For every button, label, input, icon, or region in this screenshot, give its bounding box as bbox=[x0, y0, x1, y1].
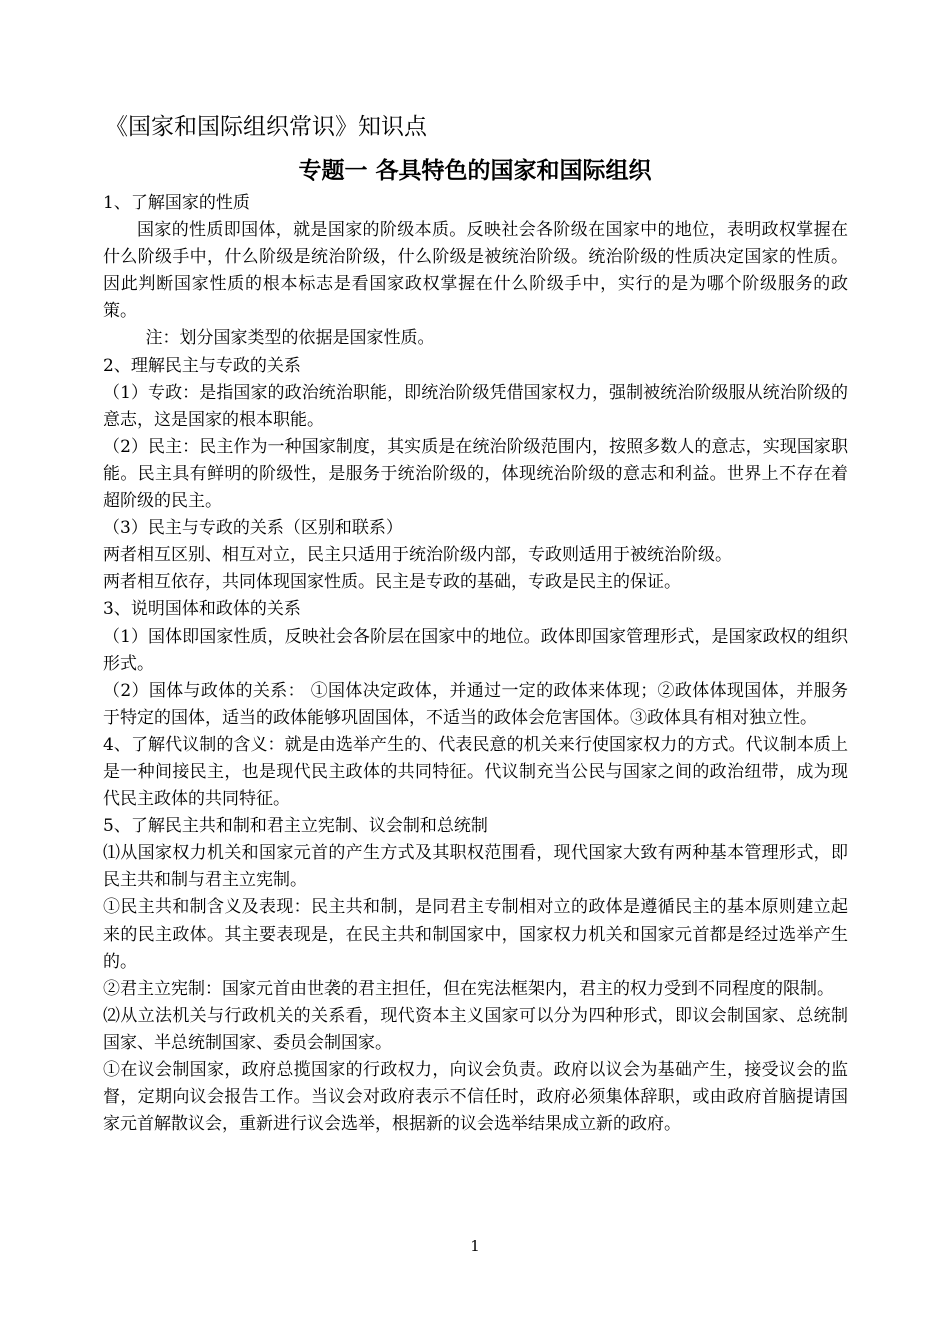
paragraph: （1）专政：是指国家的政治统治职能，即统治阶级凭借国家权力，强制被统治阶级服从统治阶级的意志，这是国家的根本职能。 bbox=[103, 382, 848, 430]
page-number: 1 bbox=[470, 1237, 480, 1255]
paragraph: 5、了解民主共和制和君主立宪制、议会制和总统制 bbox=[103, 816, 488, 837]
paragraph: （1）国体即国家性质，反映社会各阶层在国家中的地位。政体即国家管理形式，是国家政权的组织形式。 bbox=[103, 626, 848, 674]
document-title: 《国家和国际组织常识》知识点 bbox=[105, 114, 427, 140]
paragraph: （2）国体与政体的关系： ①国体决定政体，并通过一定的政体来体现；②政体体现国体，并服务于特定的国体，适当的政体能够巩固国体，不适当的政体会危害国体。③政体具有相对独立性。 bbox=[103, 680, 848, 728]
paragraph: 国家的性质即国体，就是国家的阶级本质。反映社会各阶级在国家中的地位，表明政权掌握在什么阶级手中，什么阶级是统治阶级，什么阶级是被统治阶级。统治阶级的性质决定国家的性质。因此判断国家性质的根本标志是看国家政权掌握在什么阶级手中，实行的是为哪个阶级服务的政策。 bbox=[103, 220, 848, 322]
paragraph: （2）民主：民主作为一种国家制度，其实质是在统治阶级范围内，按照多数人的意志，实现国家职能。民主具有鲜明的阶级性，是服务于统治阶级的，体现统治阶级的意志和利益。世界上不存在着超阶级的民主。 bbox=[103, 436, 848, 512]
paragraph: ①民主共和制含义及表现：民主共和制，是同君主专制相对立的政体是遵循民主的基本原则建立起来的民主政体。其主要表现是，在民主共和制国家中，国家权力机关和国家元首都是经过选举产生的。 bbox=[103, 897, 848, 972]
paragraph: 4、了解代议制的含义：就是由选举产生的、代表民意的机关来行使国家权力的方式。代议制本质上是一种间接民主，也是现代民主政体的共同特征。代议制充当公民与国家之间的政治纽带，成为现代民主政体的共同特征。 bbox=[103, 734, 848, 810]
paragraph: ②君主立宪制：国家元首由世袭的君主担任，但在宪法框架内，君主的权力受到不同程度的限制。 bbox=[103, 978, 834, 999]
paragraph: 1、了解国家的性质 bbox=[103, 193, 250, 213]
paragraph: 2、理解民主与专政的关系 bbox=[103, 355, 301, 376]
section-heading: 专题一 各具特色的国家和国际组织 bbox=[298, 158, 652, 184]
paragraph: ①在议会制国家，政府总揽国家的行政权力，向议会负责。政府以议会为基础产生，接受议会的监督，定期向议会报告工作。当议会对政府表示不信任时，政府必须集体辞职，或由政府首脑提请国家元首解散议会，重新进行议会选举，根据新的议会选举结果成立新的政府。 bbox=[103, 1060, 848, 1135]
paragraph: （3）民主与专政的关系（区别和联系） bbox=[103, 518, 403, 539]
paragraph: 注：划分国家类型的依据是国家性质。 bbox=[145, 328, 435, 349]
paragraph: 两者相互区别、相互对立，民主只适用于统治阶级内部，专政则适用于被统治阶级。 bbox=[103, 545, 732, 566]
paragraph: ⑴从国家权力机关和国家元首的产生方式及其职权范围看，现代国家大致有两种基本管理形式，即民主共和制与君主立宪制。 bbox=[103, 843, 848, 891]
paragraph: 3、说明国体和政体的关系 bbox=[103, 599, 301, 620]
document-body bbox=[103, 190, 848, 1138]
paragraph: 两者相互依存，共同体现国家性质。民主是专政的基础，专政是民主的保证。 bbox=[103, 572, 681, 593]
paragraph: ⑵从立法机关与行政机关的关系看，现代资本主义国家可以分为四种形式，即议会制国家、总统制国家、半总统制国家、委员会制国家。 bbox=[103, 1005, 848, 1053]
